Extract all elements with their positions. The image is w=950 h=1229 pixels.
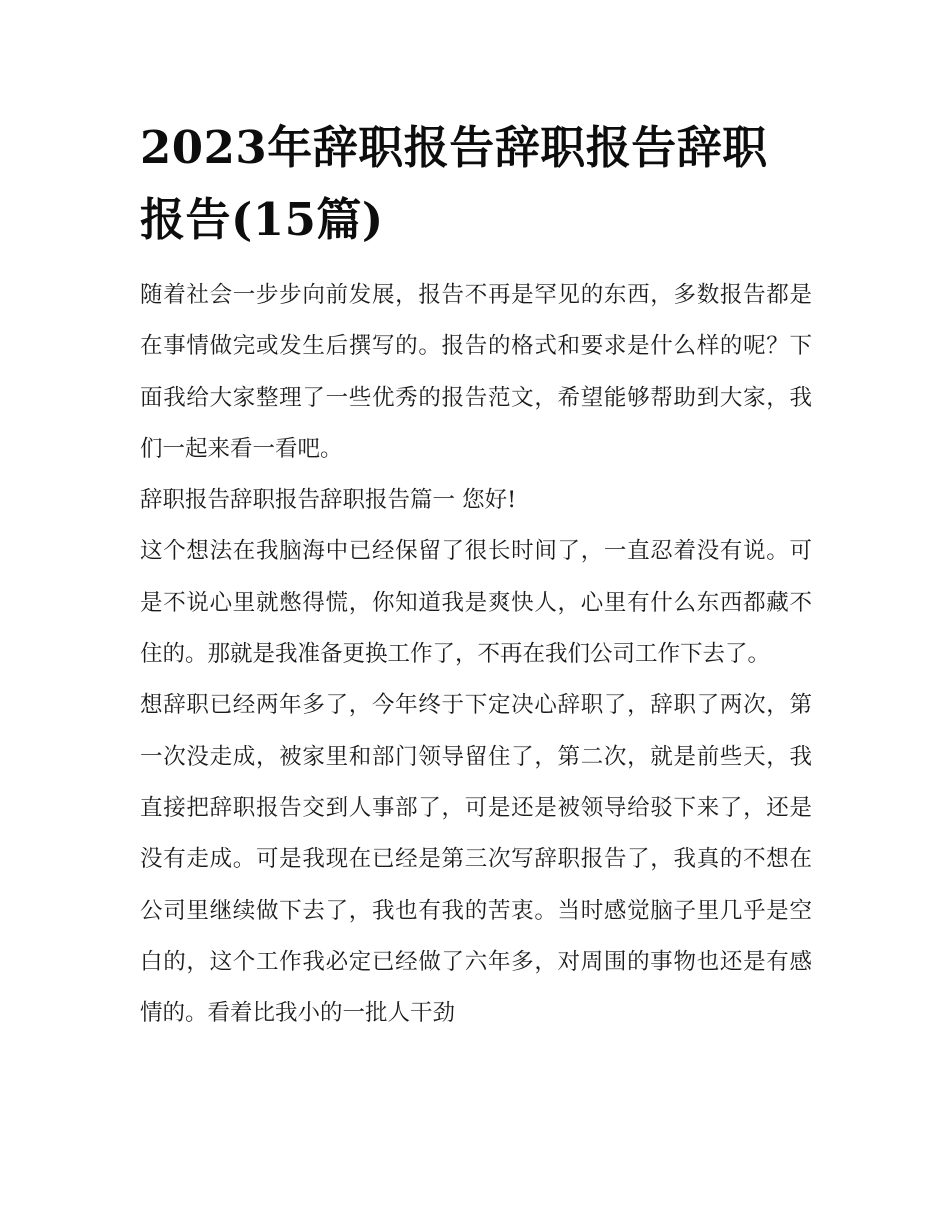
document-content xyxy=(140,112,812,1039)
paragraph-intro: 随着社会一步步向前发展，报告不再是罕见的东西，多数报告都是在事情做完或发生后撰写的。报告的格式和要求是什么样的呢？下面我给大家整理了一些优秀的报告范文，希望能够帮助到大家，我们一起来看一看吧。 xyxy=(140,282,812,462)
paragraph-body-1: 这个想法在我脑海中已经保留了很长时间了，一直忍着没有说。可是不说心里就憋得慌，你知道我是爽快人，心里有什么东西都藏不住的。那就是我准备更换工作了，不再在我们公司工作下去了。 xyxy=(140,538,812,668)
document-title: 2023年辞职报告辞职报告辞职报告(15篇) xyxy=(140,121,768,246)
paragraph-section-heading: 辞职报告辞职报告辞职报告篇一 您好! xyxy=(140,487,517,514)
paragraph-body-2: 想辞职已经两年多了，今年终于下定决心辞职了，辞职了两次，第一次没走成，被家里和部门领导留住了，第二次，就是前些天，我直接把辞职报告交到人事部了，可是还是被领导给驳下来了，还是没有走成。可是我现在已经是第三次写辞职报告了，我真的不想在公司里继续做下去了，我也有我的苦衷。当时感觉脑子里几乎是空白的，这个工作我必定已经做了六年多，对周围的事物也还是有感情的。看着比我小的一批人干劲 xyxy=(140,692,812,1027)
document-body xyxy=(140,270,812,1039)
